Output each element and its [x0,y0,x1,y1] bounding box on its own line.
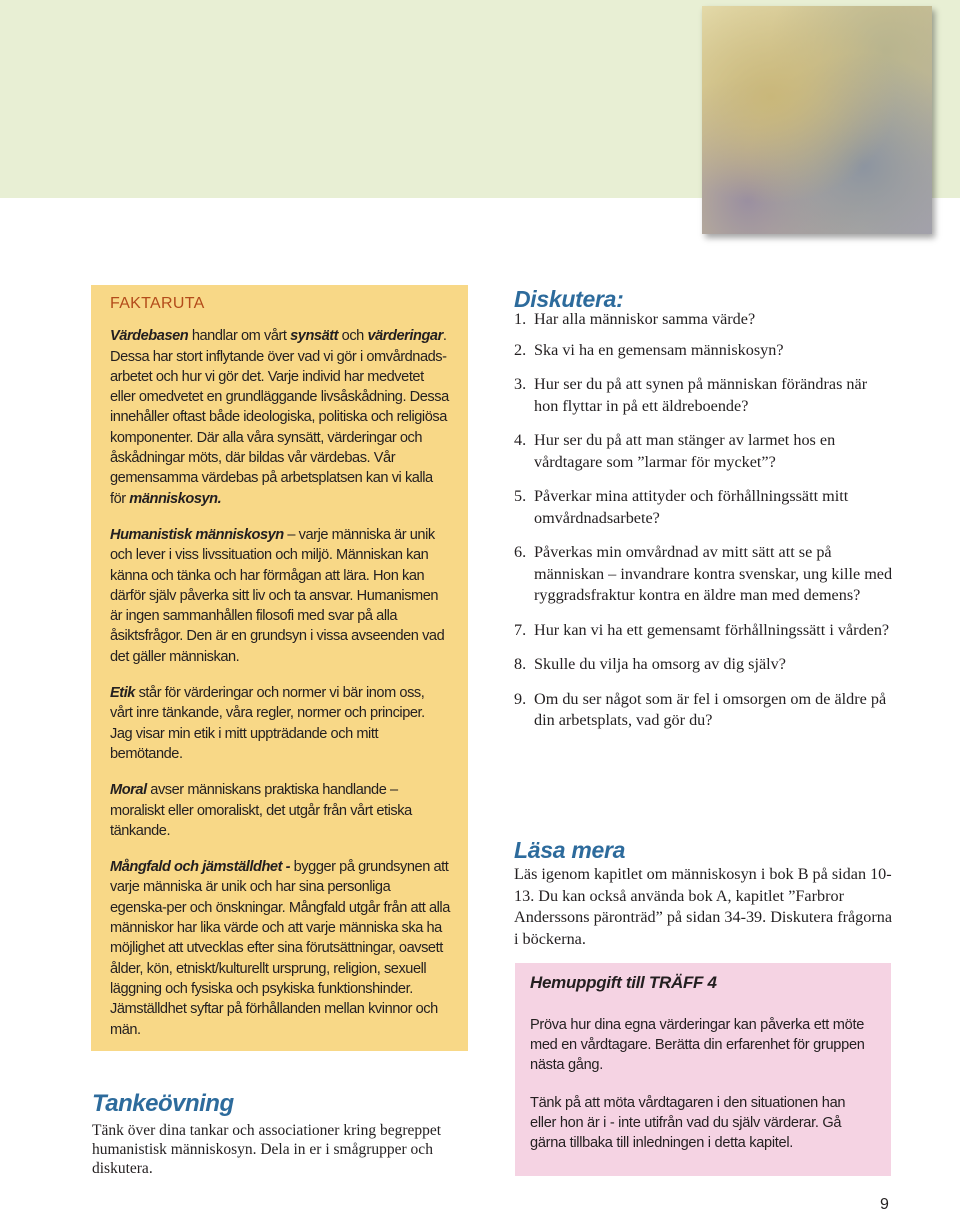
question-text: Hur kan vi ha ett gemensamt förhållningssätt i vården? [534,620,890,639]
question-item [514,374,894,417]
question-number: 3. [514,375,527,393]
diskutera-heading: Diskutera: [514,286,624,312]
hemuppgift-paragraph: Pröva hur dina egna värderingar kan påverka ett möte med en vårdtagare. Berätta din erfarenhet för gruppen nästa gång. [530,1017,865,1073]
faktaruta-box [91,285,468,1051]
text-fragment: handlar om vårt [188,328,291,345]
question-number: 1. [514,310,527,328]
faktaruta-title: FAKTARUTA [110,295,205,312]
hemuppgift-heading: Hemuppgift till TRÄFF 4 [530,973,717,992]
faktaruta-paragraph-moral [110,780,450,841]
question-text: Påverkar mina attityder och förhållningssätt mitt omvårdnadsarbete? [534,487,849,527]
text-fragment: – varje människa är unik och lever i viss livssituation och miljö. Människan kan känna och tänka och har förmågan att lära. Hon kan därför själv påverka sitt liv och ta ansvar. Humanismen är ingen sammanhållen filosofi med svar på alla åsiktsfrågor. Den är en grundsyn i vissa avseenden vad det gäller människan. [110,526,445,665]
diskutera-question-list [514,309,894,745]
text-fragment: och [338,328,368,345]
page-number: 9 [880,1196,889,1213]
term-varderingar: värderingar [367,328,443,345]
text-fragment: . Dessa har stort inflytande över vad vi gör i omvårdnads-arbetet och hur vi gör det. Varje individ har medvetet eller omedvetet en grundläggande livsåskådning. Dessa innehåller oftast både ideologiska, politiska och religiösa komponenter. Där alla våra synsätt, värderingar och åskådningar möts, där bildas vår värdebas. Vår gemensamma värdebas på arbetsplatsen kan vi kalla för [110,328,449,507]
faktaruta-paragraph-etik [110,683,450,764]
question-item [514,654,894,676]
question-number: 6. [514,543,527,561]
term-manniskosyn: människosyn. [129,490,222,507]
term-vardebasen: Värdebasen [110,328,189,345]
question-item [514,620,894,642]
lasa-mera-text: Läs igenom kapitlet om människosyn i bok B på sidan 10-13. Du kan också använda bok A, kapitlet ”Farbror Anderssons päronträd” på sidan 34-39. Diskutera frågorna i böckerna. [514,865,893,948]
question-number: 8. [514,655,527,673]
question-text: Har alla människor samma värde? [534,310,756,328]
term-humanistisk: Humanistisk människosyn [110,526,284,543]
lasa-mera-heading: Läsa mera [514,837,626,863]
question-item [514,340,894,362]
question-text: Påverkas min omvårdnad av mitt sätt att se på människan – invandrare kontra svenskar, ung kille med ryggradsfraktur kontra en äldre man med demens? [534,543,893,604]
text-fragment: bygger på grundsynen att varje människa är unik och har sina personliga egenska-per och önskningar. Mångfald utgår från att alla människor har lika värde och att varje människa ska ha möjlighet att utvecklas efter sina förutsättningar, oavsett ålder, kön, etniskt/kulturellt ursprung, religion, sexuell läggning och fysiska och psykiska funktionshinder. Jämställdhet syftar på förhållanden mellan kvinnor och män. [110,859,450,1038]
question-number: 4. [514,431,527,449]
question-text: Skulle du vilja ha omsorg av dig själv? [534,655,786,673]
question-text: Hur ser du på att synen på människan förändras när hon flyttar in på ett äldreboende? [534,375,868,415]
hemuppgift-box [515,963,891,1176]
term-etik: Etik [110,685,135,702]
question-item [514,309,894,331]
question-number: 9. [514,689,527,708]
hemuppgift-paragraph: Tänk på att möta vårdtagaren i den situationen han eller hon är i - inte utifrån vad du själv värderar. Gå gärna tillbaka till inledningen i detta kapitel. [530,1095,846,1151]
question-item [514,486,894,529]
question-number: 7. [514,620,527,639]
question-text: Om du ser något som är fel i omsorgen om de äldre på din arbetsplats, vad gör du? [534,689,887,729]
text-fragment: står för värderingar och normer vi bär inom oss, vårt inre tänkande, våra regler, normer och principer. Jag visar min etik i mitt uppträdande och mitt bemötande. [110,685,425,762]
question-item [514,689,894,732]
watercolor-image [702,6,932,234]
term-moral: Moral [110,782,147,799]
question-number: 2. [514,340,527,359]
tankeovning-text: Tänk över dina tankar och associationer kring begreppet humanistisk människosyn. Dela in er i smågrupper och diskutera. [92,1122,442,1177]
faktaruta-paragraph-vardebas [110,326,450,509]
question-item [514,542,894,607]
term-synsatt: synsätt [290,328,339,345]
question-text: Hur ser du på att man stänger av larmet hos en vårdtagare som ”larmar för mycket”? [534,431,836,471]
question-number: 5. [514,487,527,505]
text-fragment: avser människans praktiska handlande – moraliskt eller omoraliskt, det utgår från vårt etiska tänkande. [110,782,412,839]
faktaruta-paragraph-mangfald [110,857,450,1040]
tankeovning-heading: Tankeövning [92,1090,234,1117]
faktaruta-paragraph-humanistisk [110,525,450,667]
question-text: Ska vi ha en gemensam människosyn? [534,340,784,359]
question-item [514,430,894,473]
term-mangfald: Mångfald och jämställdhet - [110,859,291,876]
